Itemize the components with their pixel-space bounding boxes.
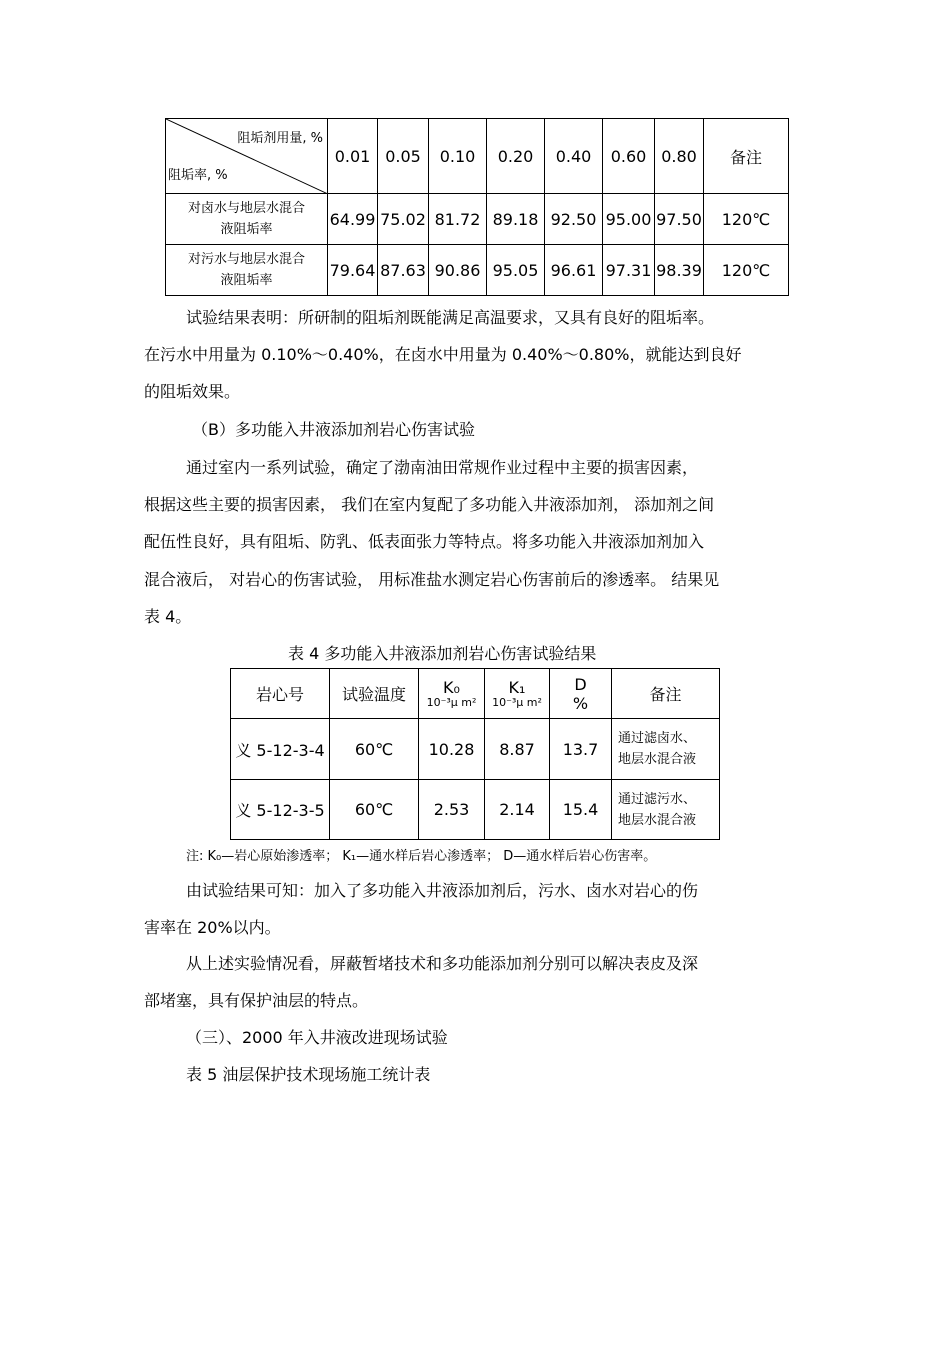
remark-cell: 通过滤污水、 地层水混合液 bbox=[612, 780, 720, 840]
rate-cell: 90.86 bbox=[429, 245, 487, 296]
rate-cell: 64.99 bbox=[328, 194, 378, 245]
dose-header: 0.40 bbox=[545, 119, 603, 194]
row-label: 对卤水与地层水混合 液阻垢率 bbox=[166, 194, 328, 245]
temp-cell: 60℃ bbox=[330, 719, 419, 780]
paragraph-line: 的阻垢效果。 bbox=[144, 382, 241, 401]
k0-cell: 10.28 bbox=[419, 719, 485, 780]
rate-cell: 98.39 bbox=[655, 245, 704, 296]
paragraph-line: 害率在 20%以内。 bbox=[144, 918, 281, 937]
k1-header: K₁ 10⁻³μ m² bbox=[485, 669, 550, 719]
rate-cell: 97.31 bbox=[603, 245, 655, 296]
dose-header: 0.80 bbox=[655, 119, 704, 194]
temp-cell: 60℃ bbox=[330, 780, 419, 840]
k0-cell: 2.53 bbox=[419, 780, 485, 840]
k1-cell: 8.87 bbox=[485, 719, 550, 780]
table-caption: 表 5 油层保护技术现场施工统计表 bbox=[186, 1065, 431, 1084]
core-header: 岩心号 bbox=[231, 669, 330, 719]
dose-header: 0.60 bbox=[603, 119, 655, 194]
table-note: 注: K₀—岩心原始渗透率； K₁—通水样后岩心渗透率； D—通水样后岩心伤害率。 bbox=[186, 849, 657, 864]
d-cell: 13.7 bbox=[550, 719, 612, 780]
d-cell: 15.4 bbox=[550, 780, 612, 840]
rate-cell: 79.64 bbox=[328, 245, 378, 296]
rate-axis-label: 阻垢率, % bbox=[168, 168, 228, 183]
remark-cell: 120℃ bbox=[704, 194, 789, 245]
dose-header: 0.05 bbox=[378, 119, 429, 194]
paragraph-line: 配伍性良好，具有阻垢、防乳、低表面张力等特点。将多功能入井液添加剂加入 bbox=[144, 532, 705, 551]
section-heading: （三）、2000 年入井液改进现场试验 bbox=[186, 1028, 448, 1047]
remark-header: 备注 bbox=[704, 119, 789, 194]
core-cell: 义 5-12-3-5 bbox=[231, 780, 330, 840]
rate-cell: 75.02 bbox=[378, 194, 429, 245]
paragraph-line: 表 4。 bbox=[144, 607, 192, 626]
paragraph-line: 混合液后， 对岩心的伤害试验， 用标准盐水测定岩心伤害前后的渗透率。 结果见 bbox=[144, 570, 720, 589]
row-label: 对污水与地层水混合 液阻垢率 bbox=[166, 245, 328, 296]
rate-cell: 87.63 bbox=[378, 245, 429, 296]
paragraph-line: 在污水中用量为 0.10%～0.40%，在卤水中用量为 0.40%～0.80%，就能达到良好 bbox=[144, 345, 742, 364]
table-row bbox=[231, 719, 720, 780]
rate-cell: 96.61 bbox=[545, 245, 603, 296]
diagonal-header-cell bbox=[166, 119, 328, 194]
k1-cell: 2.14 bbox=[485, 780, 550, 840]
dose-header: 0.20 bbox=[487, 119, 545, 194]
paragraph-line: 从上述实验情况看，屏蔽暂堵技术和多功能添加剂分别可以解决表皮及深 bbox=[186, 954, 699, 973]
dose-axis-label: 阻垢剂用量, % bbox=[237, 131, 323, 146]
rate-cell: 81.72 bbox=[429, 194, 487, 245]
remark-header: 备注 bbox=[612, 669, 720, 719]
paragraph-line: 由试验结果可知：加入了多功能入井液添加剂后，污水、卤水对岩心的伤 bbox=[186, 881, 699, 900]
d-header: D % bbox=[550, 669, 612, 719]
scale-inhibitor-table bbox=[165, 118, 789, 296]
table-caption: 表 4 多功能入井液添加剂岩心伤害试验结果 bbox=[288, 644, 597, 663]
section-heading: （B）多功能入井液添加剂岩心伤害试验 bbox=[192, 420, 475, 439]
dose-header: 0.10 bbox=[429, 119, 487, 194]
rate-cell: 92.50 bbox=[545, 194, 603, 245]
paragraph-line: 部堵塞，具有保护油层的特点。 bbox=[144, 991, 369, 1010]
rate-cell: 95.00 bbox=[603, 194, 655, 245]
dose-header: 0.01 bbox=[328, 119, 378, 194]
remark-cell: 通过滤卤水、 地层水混合液 bbox=[612, 719, 720, 780]
temp-header: 试验温度 bbox=[330, 669, 419, 719]
rate-cell: 97.50 bbox=[655, 194, 704, 245]
core-cell: 义 5-12-3-4 bbox=[231, 719, 330, 780]
paragraph-line: 试验结果表明：所研制的阻垢剂既能满足高温要求，又具有良好的阻垢率。 bbox=[186, 308, 715, 327]
k0-header: K₀ 10⁻³μ m² bbox=[419, 669, 485, 719]
remark-cell: 120℃ bbox=[704, 245, 789, 296]
table-row bbox=[166, 245, 789, 296]
paragraph-line: 根据这些主要的损害因素， 我们在室内复配了多功能入井液添加剂， 添加剂之间 bbox=[144, 495, 715, 514]
rate-cell: 89.18 bbox=[487, 194, 545, 245]
paragraph-line: 通过室内一系列试验，确定了渤南油田常规作业过程中主要的损害因素， bbox=[186, 458, 699, 477]
table-row bbox=[166, 194, 789, 245]
table-row bbox=[231, 780, 720, 840]
rate-cell: 95.05 bbox=[487, 245, 545, 296]
core-damage-table bbox=[230, 668, 720, 840]
